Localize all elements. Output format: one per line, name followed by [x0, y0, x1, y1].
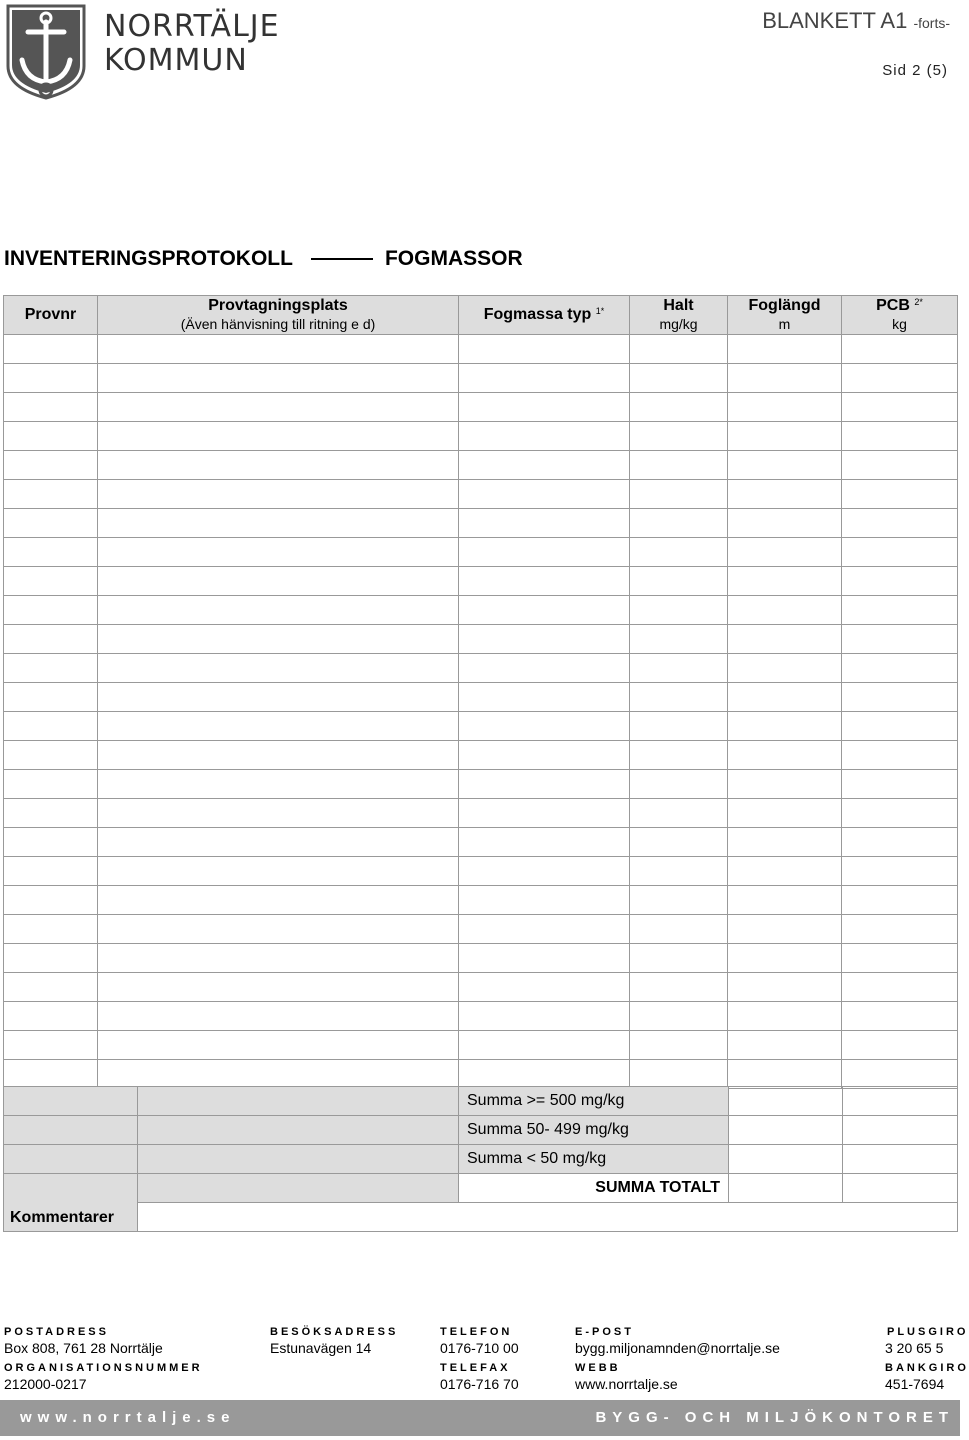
- table-row: [4, 857, 958, 886]
- table-cell[interactable]: [459, 944, 630, 973]
- table-cell[interactable]: [98, 625, 459, 654]
- table-row: [4, 973, 958, 1002]
- wordmark-line-2: KOMMUN: [104, 43, 248, 78]
- table-cell[interactable]: [842, 509, 958, 538]
- table-cell[interactable]: [4, 625, 98, 654]
- table-cell[interactable]: [459, 393, 630, 422]
- table-cell[interactable]: [4, 915, 98, 944]
- footer-bar-department: BYGG- OCH MILJÖKONTORET: [595, 1409, 954, 1426]
- table-cell[interactable]: [728, 509, 842, 538]
- table-cell[interactable]: [630, 915, 728, 944]
- table-header-row: [4, 296, 958, 335]
- table-cell[interactable]: [459, 770, 630, 799]
- col-unit: mg/kg: [659, 316, 698, 332]
- table-cell[interactable]: [459, 654, 630, 683]
- table-row: [4, 712, 958, 741]
- col-unit: m: [778, 316, 791, 332]
- table-row: [4, 944, 958, 973]
- table-cell[interactable]: [98, 567, 459, 596]
- table-cell[interactable]: [4, 538, 98, 567]
- table-cell[interactable]: [459, 741, 630, 770]
- table-cell[interactable]: [459, 886, 630, 915]
- table-cell[interactable]: [728, 1060, 842, 1089]
- table-cell[interactable]: [98, 509, 459, 538]
- table-cell[interactable]: [459, 1060, 630, 1089]
- table-cell[interactable]: [630, 422, 728, 451]
- table-cell[interactable]: [459, 422, 630, 451]
- table-cell[interactable]: [4, 770, 98, 799]
- table-cell[interactable]: [4, 364, 98, 393]
- table-cell[interactable]: [728, 567, 842, 596]
- table-cell[interactable]: [728, 625, 842, 654]
- table-cell[interactable]: [728, 654, 842, 683]
- summary-cell[interactable]: [843, 1087, 958, 1116]
- col-label: Provtagningsplats: [208, 297, 348, 314]
- table-cell[interactable]: [842, 683, 958, 712]
- summary-label-under-50: Summa < 50 mg/kg: [459, 1145, 729, 1174]
- table-cell[interactable]: [4, 828, 98, 857]
- footer-orgnr-heading: ORGANISATIONSNUMMER: [4, 1362, 203, 1374]
- table-cell[interactable]: [4, 596, 98, 625]
- summary-label-500: Summa >= 500 mg/kg: [459, 1087, 729, 1116]
- table-row: [4, 741, 958, 770]
- table-cell[interactable]: [98, 712, 459, 741]
- table-row: [4, 886, 958, 915]
- col-header-pcb: [842, 296, 958, 335]
- footer-orgnr: 212000-0217: [4, 1376, 87, 1392]
- table-cell[interactable]: [459, 973, 630, 1002]
- col-header-halt: [630, 296, 728, 335]
- summary-cell[interactable]: [729, 1087, 843, 1116]
- table-cell[interactable]: [728, 393, 842, 422]
- col-label: Provnr: [24, 306, 77, 323]
- table-cell[interactable]: [459, 1002, 630, 1031]
- table-cell[interactable]: [98, 770, 459, 799]
- table-cell[interactable]: [630, 770, 728, 799]
- table-cell[interactable]: [4, 480, 98, 509]
- table-cell[interactable]: [98, 886, 459, 915]
- table-row: [4, 422, 958, 451]
- table-cell[interactable]: [728, 364, 842, 393]
- summary-blank: [138, 1174, 459, 1203]
- table-cell[interactable]: [842, 1002, 958, 1031]
- table-cell[interactable]: [4, 1002, 98, 1031]
- table-cell[interactable]: [4, 422, 98, 451]
- table-cell[interactable]: [728, 712, 842, 741]
- table-cell[interactable]: [728, 480, 842, 509]
- footer-telefon: 0176-710 00: [440, 1340, 519, 1356]
- table-cell[interactable]: [842, 567, 958, 596]
- table-cell[interactable]: [459, 799, 630, 828]
- table-cell[interactable]: [630, 828, 728, 857]
- summary-row: [4, 1145, 958, 1174]
- table-cell[interactable]: [842, 712, 958, 741]
- table-cell[interactable]: [459, 567, 630, 596]
- table-cell[interactable]: [842, 451, 958, 480]
- summary-blank: [138, 1145, 459, 1174]
- table-cell[interactable]: [842, 886, 958, 915]
- table-row: [4, 654, 958, 683]
- table-cell[interactable]: [728, 1031, 842, 1060]
- table-cell[interactable]: [842, 654, 958, 683]
- table-cell[interactable]: [842, 944, 958, 973]
- table-cell[interactable]: [4, 1031, 98, 1060]
- table-row: [4, 799, 958, 828]
- table-cell[interactable]: [459, 364, 630, 393]
- table-cell[interactable]: [842, 973, 958, 1002]
- table-cell[interactable]: [459, 451, 630, 480]
- col-label: Foglängd: [748, 297, 821, 314]
- table-row: [4, 538, 958, 567]
- table-cell[interactable]: [630, 712, 728, 741]
- table-cell[interactable]: [98, 915, 459, 944]
- summary-table: [3, 1086, 958, 1232]
- table-cell[interactable]: [630, 857, 728, 886]
- table-cell[interactable]: [459, 538, 630, 567]
- table-row: [4, 364, 958, 393]
- table-row: [4, 1031, 958, 1060]
- table-cell[interactable]: [459, 596, 630, 625]
- footer-epost-heading: E-POST: [575, 1326, 634, 1338]
- table-cell[interactable]: [842, 596, 958, 625]
- table-cell[interactable]: [728, 915, 842, 944]
- table-cell[interactable]: [4, 451, 98, 480]
- table-cell[interactable]: [4, 712, 98, 741]
- table-cell[interactable]: [728, 422, 842, 451]
- table-cell[interactable]: [728, 770, 842, 799]
- table-cell[interactable]: [842, 828, 958, 857]
- title-dash: [311, 258, 373, 260]
- summary-cell[interactable]: [843, 1145, 958, 1174]
- table-cell[interactable]: [630, 654, 728, 683]
- footer-postadress: Box 808, 761 28 Norrtälje: [4, 1340, 163, 1356]
- summary-total-cell[interactable]: [843, 1174, 958, 1203]
- table-cell[interactable]: [842, 799, 958, 828]
- table-cell[interactable]: [728, 857, 842, 886]
- col-sublabel: (Även hänvisning till ritning e d): [180, 316, 376, 332]
- footer-besoksadress-heading: BESÖKSADRESS: [270, 1326, 399, 1338]
- footer-bankgiro-heading: BANKGIRO: [885, 1362, 969, 1374]
- table-cell[interactable]: [842, 857, 958, 886]
- table-cell[interactable]: [459, 915, 630, 944]
- table-cell[interactable]: [842, 625, 958, 654]
- table-row: [4, 480, 958, 509]
- table-cell[interactable]: [4, 857, 98, 886]
- table-cell[interactable]: [630, 509, 728, 538]
- table-row: [4, 335, 958, 364]
- table-cell[interactable]: [842, 364, 958, 393]
- table-cell[interactable]: [98, 451, 459, 480]
- col-label: Halt: [663, 297, 694, 314]
- summary-cell[interactable]: [729, 1145, 843, 1174]
- table-cell[interactable]: [4, 886, 98, 915]
- comments-row: [4, 1203, 958, 1232]
- table-cell[interactable]: [842, 741, 958, 770]
- table-cell[interactable]: [842, 480, 958, 509]
- table-cell[interactable]: [98, 1031, 459, 1060]
- table-cell[interactable]: [98, 828, 459, 857]
- table-cell[interactable]: [98, 335, 459, 364]
- page-number: Sid 2 (5): [882, 62, 948, 79]
- footer-besoksadress: Estunavägen 14: [270, 1340, 372, 1356]
- table-row: [4, 770, 958, 799]
- table-cell[interactable]: [728, 596, 842, 625]
- table-cell[interactable]: [98, 1002, 459, 1031]
- table-row: [4, 1060, 958, 1089]
- footer-bar: [0, 1400, 960, 1436]
- table-cell[interactable]: [4, 654, 98, 683]
- table-row: [4, 451, 958, 480]
- page-title: [4, 247, 523, 271]
- footer-postadress-heading: POSTADRESS: [4, 1326, 109, 1338]
- table-row: [4, 596, 958, 625]
- table-cell[interactable]: [98, 741, 459, 770]
- footer-bar-website[interactable]: www.norrtalje.se: [20, 1409, 236, 1426]
- table-cell[interactable]: [4, 567, 98, 596]
- table-cell[interactable]: [842, 915, 958, 944]
- footer-plusgiro-heading: PLUSGIRO: [887, 1326, 969, 1338]
- table-cell[interactable]: [4, 973, 98, 1002]
- table-cell[interactable]: [98, 393, 459, 422]
- table-cell[interactable]: [98, 596, 459, 625]
- table-cell[interactable]: [630, 567, 728, 596]
- table-cell[interactable]: [630, 799, 728, 828]
- table-cell[interactable]: [630, 683, 728, 712]
- summary-total-label: SUMMA TOTALT: [459, 1174, 729, 1203]
- summary-blank: [138, 1116, 459, 1145]
- table-cell[interactable]: [630, 480, 728, 509]
- table-cell[interactable]: [98, 683, 459, 712]
- table-row: [4, 567, 958, 596]
- table-cell[interactable]: [630, 335, 728, 364]
- municipality-wordmark: [104, 10, 280, 78]
- table-cell[interactable]: [728, 886, 842, 915]
- footer-telefax: 0176-716 70: [440, 1376, 519, 1392]
- table-cell[interactable]: [728, 451, 842, 480]
- title-right: FOGMASSOR: [384, 247, 523, 270]
- comments-label: Kommentarer: [4, 1174, 138, 1232]
- table-cell[interactable]: [459, 625, 630, 654]
- comments-field[interactable]: [138, 1203, 958, 1232]
- footer-webb[interactable]: www.norrtalje.se: [575, 1376, 678, 1392]
- table-cell[interactable]: [728, 799, 842, 828]
- table-cell[interactable]: [459, 828, 630, 857]
- table-cell[interactable]: [459, 712, 630, 741]
- summary-total-row: [4, 1174, 958, 1203]
- table-cell[interactable]: [98, 654, 459, 683]
- table-cell[interactable]: [630, 1060, 728, 1089]
- table-row: [4, 509, 958, 538]
- table-cell[interactable]: [4, 944, 98, 973]
- col-header-provtagningsplats: [98, 296, 459, 335]
- table-cell[interactable]: [842, 538, 958, 567]
- table-row: [4, 1002, 958, 1031]
- table-cell[interactable]: [4, 1060, 98, 1089]
- footer-webb-heading: WEBB: [575, 1362, 621, 1374]
- table-cell[interactable]: [98, 857, 459, 886]
- footer-bankgiro: 451-7694: [885, 1376, 945, 1392]
- summary-blank: [4, 1116, 138, 1145]
- table-cell[interactable]: [98, 364, 459, 393]
- summary-row: [4, 1087, 958, 1116]
- table-row: [4, 915, 958, 944]
- form-name: [762, 8, 950, 34]
- table-cell[interactable]: [4, 683, 98, 712]
- form-name-main: BLANKETT A1: [762, 8, 908, 33]
- table-cell[interactable]: [728, 538, 842, 567]
- table-cell[interactable]: [459, 1031, 630, 1060]
- table-cell[interactable]: [630, 393, 728, 422]
- table-cell[interactable]: [842, 422, 958, 451]
- col-unit: kg: [892, 316, 907, 332]
- footer-plusgiro: 3 20 65 5: [885, 1340, 944, 1356]
- table-cell[interactable]: [842, 393, 958, 422]
- table-cell[interactable]: [728, 944, 842, 973]
- summary-blank: [138, 1087, 459, 1116]
- table-cell[interactable]: [728, 828, 842, 857]
- summary-label-50-499: Summa 50- 499 mg/kg: [459, 1116, 729, 1145]
- summary-total-cell[interactable]: [729, 1174, 843, 1203]
- footnote-marker: 1*: [595, 306, 605, 316]
- table-cell[interactable]: [630, 1002, 728, 1031]
- footnote-marker: 2*: [914, 297, 923, 307]
- title-left: INVENTERINGSPROTOKOLL: [4, 247, 293, 270]
- table-cell[interactable]: [98, 480, 459, 509]
- table-cell[interactable]: [728, 741, 842, 770]
- table-cell[interactable]: [459, 335, 630, 364]
- footer-epost[interactable]: bygg.miljonamnden@norrtalje.se: [575, 1340, 780, 1356]
- table-cell[interactable]: [630, 451, 728, 480]
- table-cell[interactable]: [98, 422, 459, 451]
- table-cell[interactable]: [4, 799, 98, 828]
- table-cell[interactable]: [842, 770, 958, 799]
- footer-telefon-heading: TELEFON: [440, 1326, 513, 1338]
- table-cell[interactable]: [842, 335, 958, 364]
- table-cell[interactable]: [630, 741, 728, 770]
- col-header-foglangd: [728, 296, 842, 335]
- col-header-provnr: [4, 296, 98, 335]
- form-name-suffix: -forts-: [913, 15, 950, 31]
- table-cell[interactable]: [728, 1002, 842, 1031]
- table-cell[interactable]: [98, 973, 459, 1002]
- municipal-coat-of-arms-logo: [4, 4, 88, 100]
- table-cell[interactable]: [630, 538, 728, 567]
- table-cell[interactable]: [459, 683, 630, 712]
- table-cell[interactable]: [98, 1060, 459, 1089]
- table-cell[interactable]: [459, 857, 630, 886]
- col-label: Fogmassa typ: [483, 306, 592, 323]
- table-cell[interactable]: [98, 799, 459, 828]
- table-row: [4, 828, 958, 857]
- summary-cell[interactable]: [729, 1116, 843, 1145]
- table-cell[interactable]: [98, 538, 459, 567]
- table-cell[interactable]: [630, 596, 728, 625]
- footer-telefax-heading: TELEFAX: [440, 1362, 511, 1374]
- table-cell[interactable]: [728, 335, 842, 364]
- table-row: [4, 393, 958, 422]
- table-cell[interactable]: [4, 741, 98, 770]
- table-cell[interactable]: [630, 944, 728, 973]
- table-cell[interactable]: [98, 944, 459, 973]
- inventory-table: [3, 295, 958, 1089]
- summary-blank: [4, 1145, 138, 1174]
- table-cell[interactable]: [4, 335, 98, 364]
- table-cell[interactable]: [4, 509, 98, 538]
- table-cell[interactable]: [630, 364, 728, 393]
- table-cell[interactable]: [459, 509, 630, 538]
- summary-row: [4, 1116, 958, 1145]
- table-cell[interactable]: [728, 973, 842, 1002]
- table-cell[interactable]: [4, 393, 98, 422]
- table-cell[interactable]: [728, 683, 842, 712]
- col-label: PCB: [876, 297, 910, 314]
- table-row: [4, 683, 958, 712]
- table-cell[interactable]: [630, 973, 728, 1002]
- wordmark-line-1: NORRTÄLJE: [104, 9, 280, 44]
- summary-cell[interactable]: [843, 1116, 958, 1145]
- summary-blank: [4, 1087, 138, 1116]
- col-header-fogmassa-typ: [459, 296, 630, 335]
- table-row: [4, 625, 958, 654]
- table-cell[interactable]: [842, 1060, 958, 1089]
- table-cell[interactable]: [842, 1031, 958, 1060]
- table-cell[interactable]: [630, 1031, 728, 1060]
- table-cell[interactable]: [630, 625, 728, 654]
- table-cell[interactable]: [630, 886, 728, 915]
- table-cell[interactable]: [459, 480, 630, 509]
